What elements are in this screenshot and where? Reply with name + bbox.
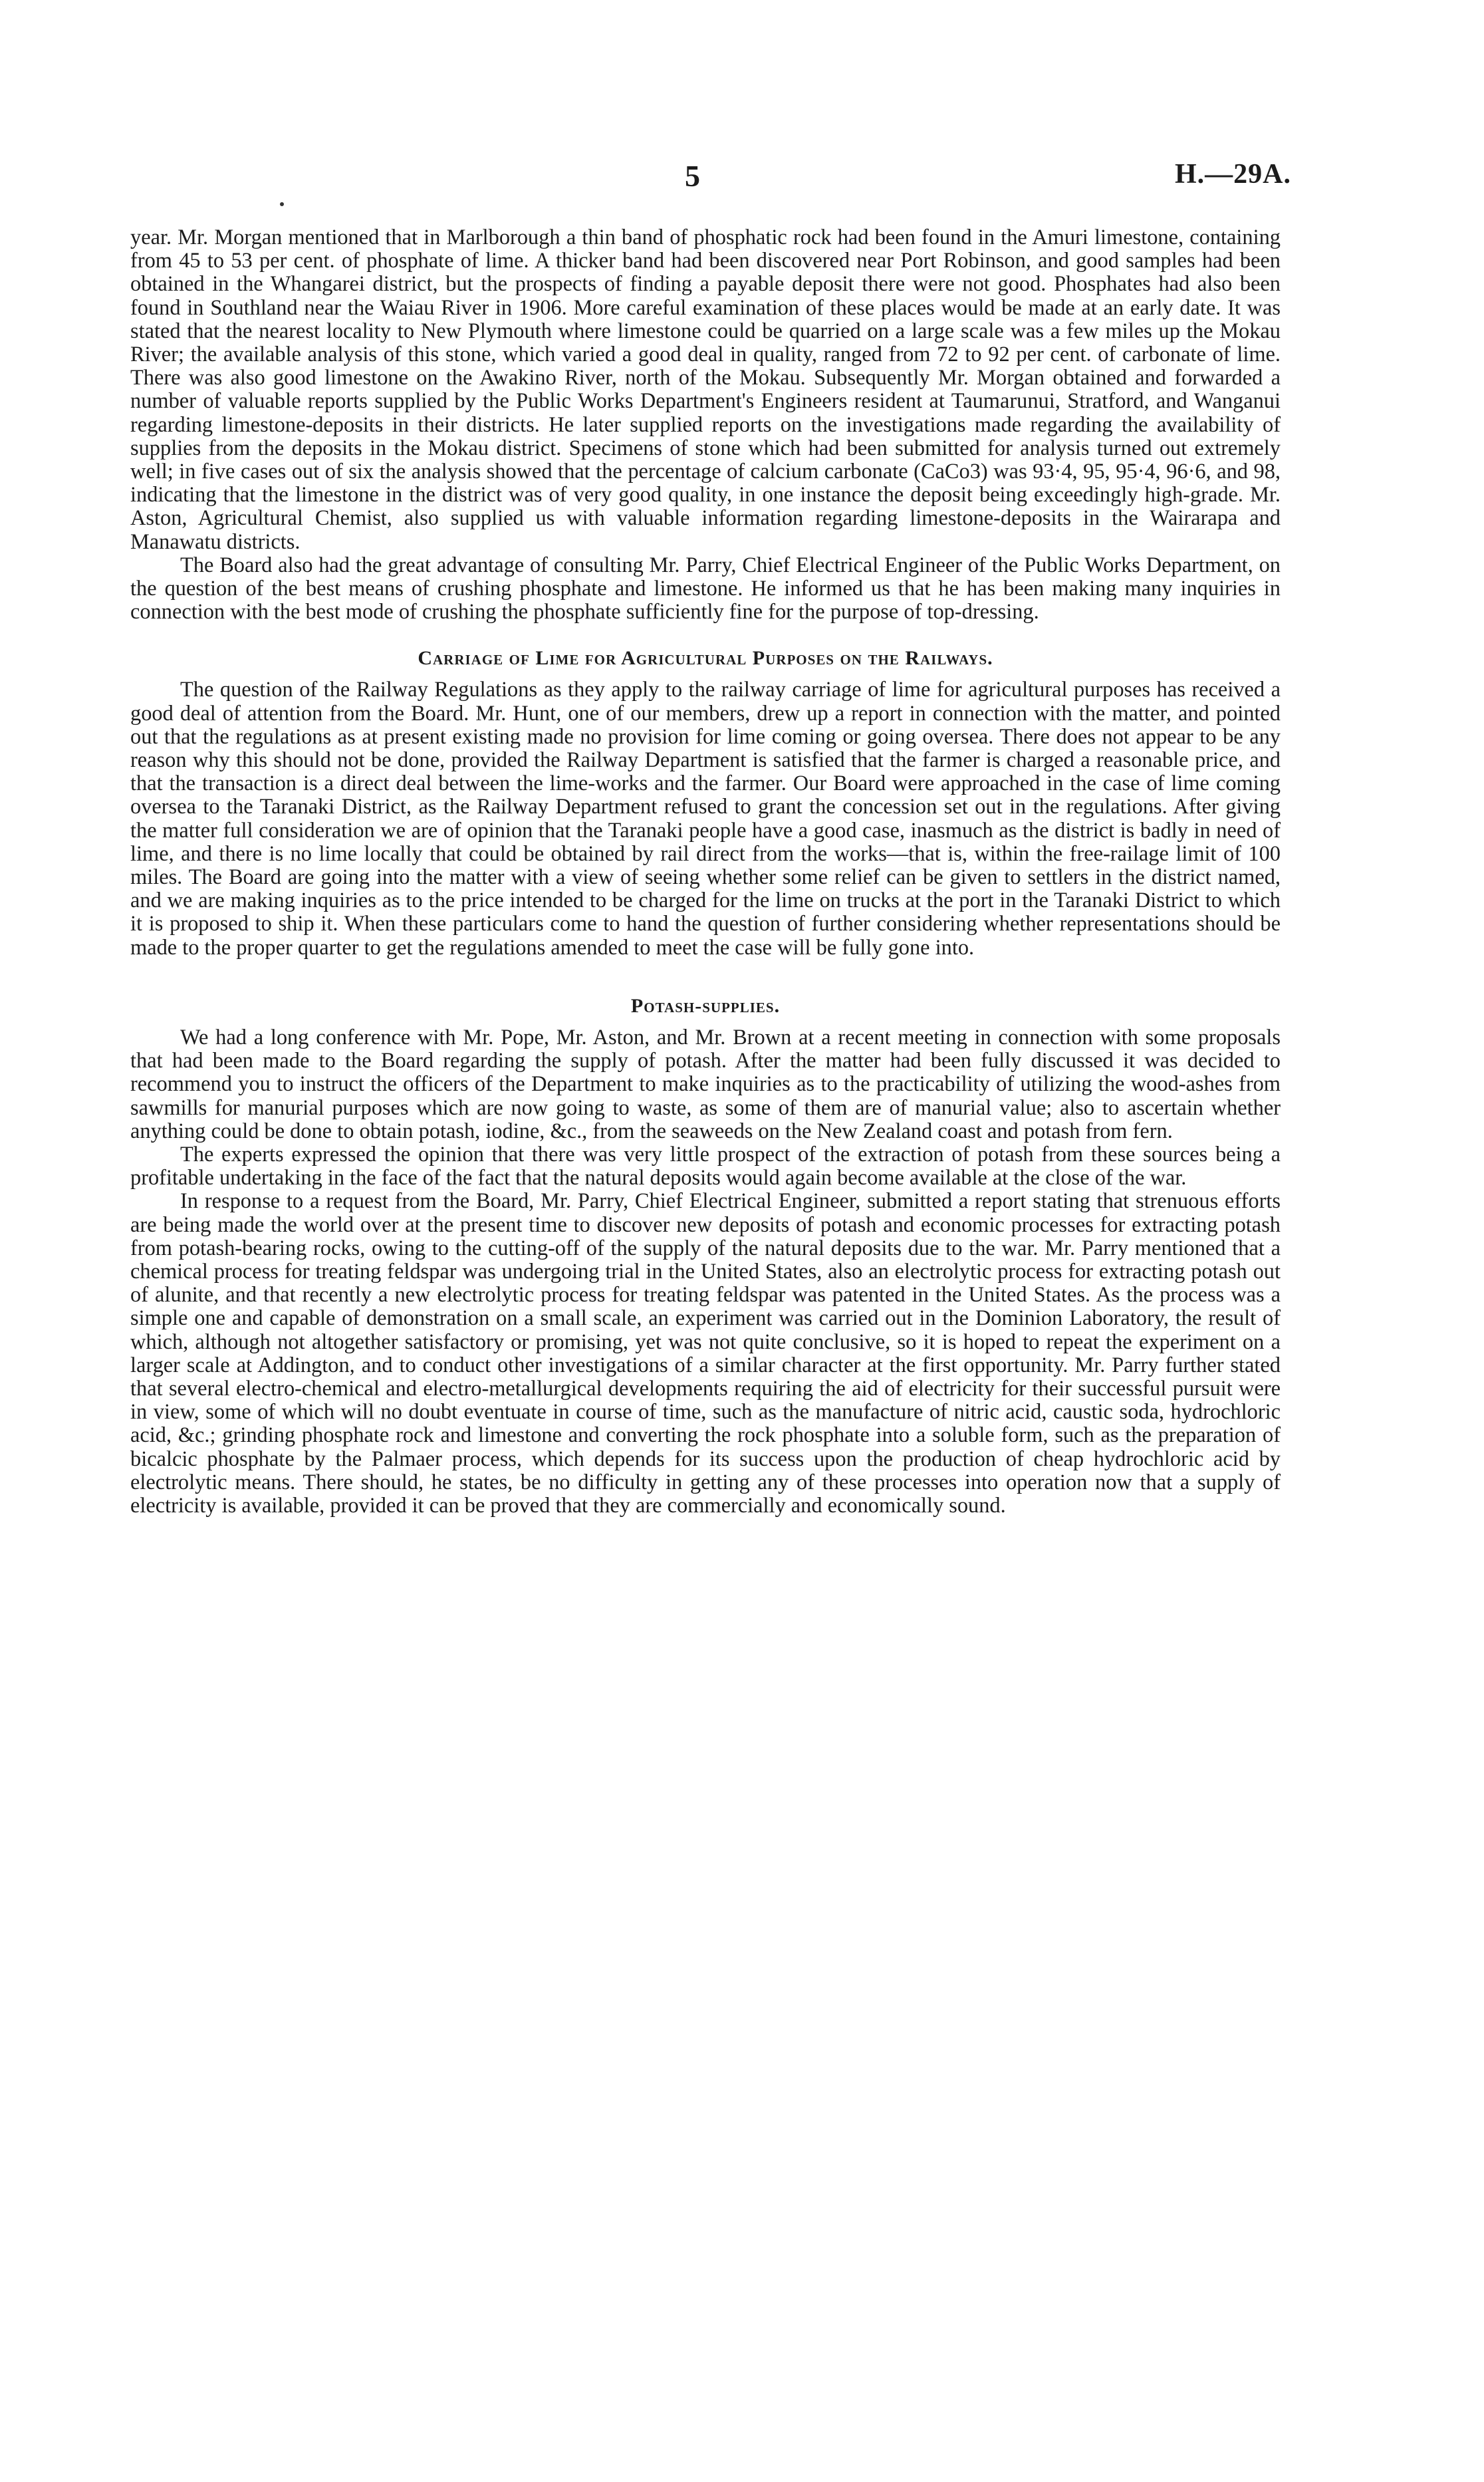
section-heading-railways: Carriage of Lime for Agricultural Purposes on the Railways.	[418, 647, 993, 670]
paragraph-experts-opinion: The experts expressed the opinion that there was very little prospect of the extraction of potash from these sources being a profitable undertaking in the face of the fact that the natural deposits would again become available at the close of the war.	[130, 1142, 1281, 1190]
paragraph-parry-report: In response to a request from the Board, Mr. Parry, Chief Electrical Engineer, submitted a report stating that strenuous efforts are being made the world over at the present time to discover new deposits of potash and economic processes for extracting potash from potash-bearing rocks, owing to the cutting-off of the supply of the natural deposits due to the war. Mr. Parry mentioned that a chemical process for treating feldspar was undergoing trial in the United States, also an electrolytic process for extracting potash out of alunite, and that recently a new electrolytic process for treating feldspar was patented in the United States. As the process was a simple one and capable of demonstration on a small scale, an experiment was carried out in the Dominion Laboratory, the result of which, although not altogether satisfactory or promising, yet was not quite conclusive, so it is hoped to repeat the experiment on a larger scale at Addington, and to conduct other investigations of a similar character at the first opportunity. Mr. Parry further stated that several electro-chemical and electro-metallurgical developments requiring the aid of electricity for their successful pursuit were in view, some of which will no doubt eventuate in course of time, such as the manufacture of nitric acid, caustic soda, hydrochloric acid, &c.; grinding phosphate rock and limestone and converting the rock phosphate into a soluble form, such as the preparation of bicalcic phosphate by the Palmaer process, which depends for its success upon the production of cheap hydrochloric acid by electrolytic means. There should, he states, be no difficulty in getting any of these processes into operation now that a supply of electricity is available, provided it can be proved that they are commercially and economically sound.	[130, 1189, 1281, 1518]
document-reference: H.—29A.	[1175, 159, 1291, 190]
body-text	[130, 226, 1281, 1518]
section-heading-potash: Potash-supplies.	[630, 994, 781, 1017]
page-number: 5	[685, 159, 700, 193]
paragraph-potash-conference: We had a long conference with Mr. Pope, Mr. Aston, and Mr. Brown at a recent meeting in connection with some proposals that had been made to the Board regarding the supply of potash. After the matter had been fully discussed it was decided to recommend you to instruct the officers of the Department to make inquiries as to the practicability of utilizing the wood-ashes from sawmills for manurial purposes which are now going to waste, as some of them are of manurial value; also to ascertain whether anything could be done to obtain potash, iodine, &c., from the seaweeds on the New Zealand coast and potash from fern.	[130, 1025, 1281, 1143]
paragraph-crushing-phosphate: The Board also had the great advantage of consulting Mr. Parry, Chief Electrical Engineer of the Public Works Department, on the question of the best means of crushing phosphate and limestone. He informed us that he has been making many inquiries in connection with the best mode of crushing the phosphate sufficiently fine for the purpose of top-dressing.	[130, 553, 1281, 624]
paragraph-railway-regulations: The question of the Railway Regulations as they apply to the railway carriage of lime for agricultural purposes has received a good deal of attention from the Board. Mr. Hunt, one of our members, drew up a report in connection with the matter, and pointed out that the regulations as at present existing made no provision for lime coming or going oversea. There does not appear to be any reason why this should not be done, provided the Railway Department is satisfied that the farmer is charged a reasonable price, and that the transaction is a direct deal between the lime-works and the farmer. Our Board were approached in the case of lime coming oversea to the Taranaki District, as the Railway Department refused to grant the concession set out in the regulations. After giving the matter full consideration we are of opinion that the Taranaki people have a good case, inasmuch as the district is badly in need of lime, and there is no lime locally that could be obtained by rail direct from the works—that is, within the free-railage limit of 100 miles. The Board are going into the matter with a view of seeing whether some relief can be given to settlers in the district named, and we are making inquiries as to the price intended to be charged for the lime on trucks at the port in the Taranaki District to which it is proposed to ship it. When these particulars come to hand the question of further considering whether representations should be made to the proper quarter to get the regulations amended to meet the case will be fully gone into.	[130, 678, 1281, 960]
paragraph-limestone-deposits: year. Mr. Morgan mentioned that in Marlborough a thin band of phosphatic rock had been found in the Amuri limestone, containing from 45 to 53 per cent. of phosphate of lime. A thicker band had been discovered near Port Robinson, and good samples had been obtained in the Whangarei district, but the prospects of finding a payable deposit there were not good. Phosphates had also been found in Southland near the Waiau River in 1906. More careful examination of these places would be made at an early date. It was stated that the nearest locality to New Plymouth where limestone could be quarried on a large scale was a few miles up the Mokau River; the available analysis of this stone, which varied a good deal in quality, ranged from 72 to 92 per cent. of carbonate of lime. There was also good limestone on the Awakino River, north of the Mokau. Subsequently Mr. Morgan obtained and forwarded a number of valuable reports supplied by the Public Works Department's Engineers resident at Taumarunui, Stratford, and Wanganui regarding limestone-deposits in their districts. He later supplied reports on the investigations made regarding the availability of supplies from the deposits in the Mokau district. Specimens of stone which had been submitted for analysis turned out extremely well; in five cases out of six the analysis showed that the percentage of calcium carbonate (CaCo3) was 93·4, 95, 95·4, 96·6, and 98, indicating that the limestone in the district was of very good quality, in one instance the deposit being exceedingly high-grade. Mr. Aston, Agricultural Chemist, also supplied us with valuable information regarding limestone-deposits in the Wairarapa and Manawatu districts.	[130, 225, 1281, 554]
printing-speck	[280, 202, 284, 206]
